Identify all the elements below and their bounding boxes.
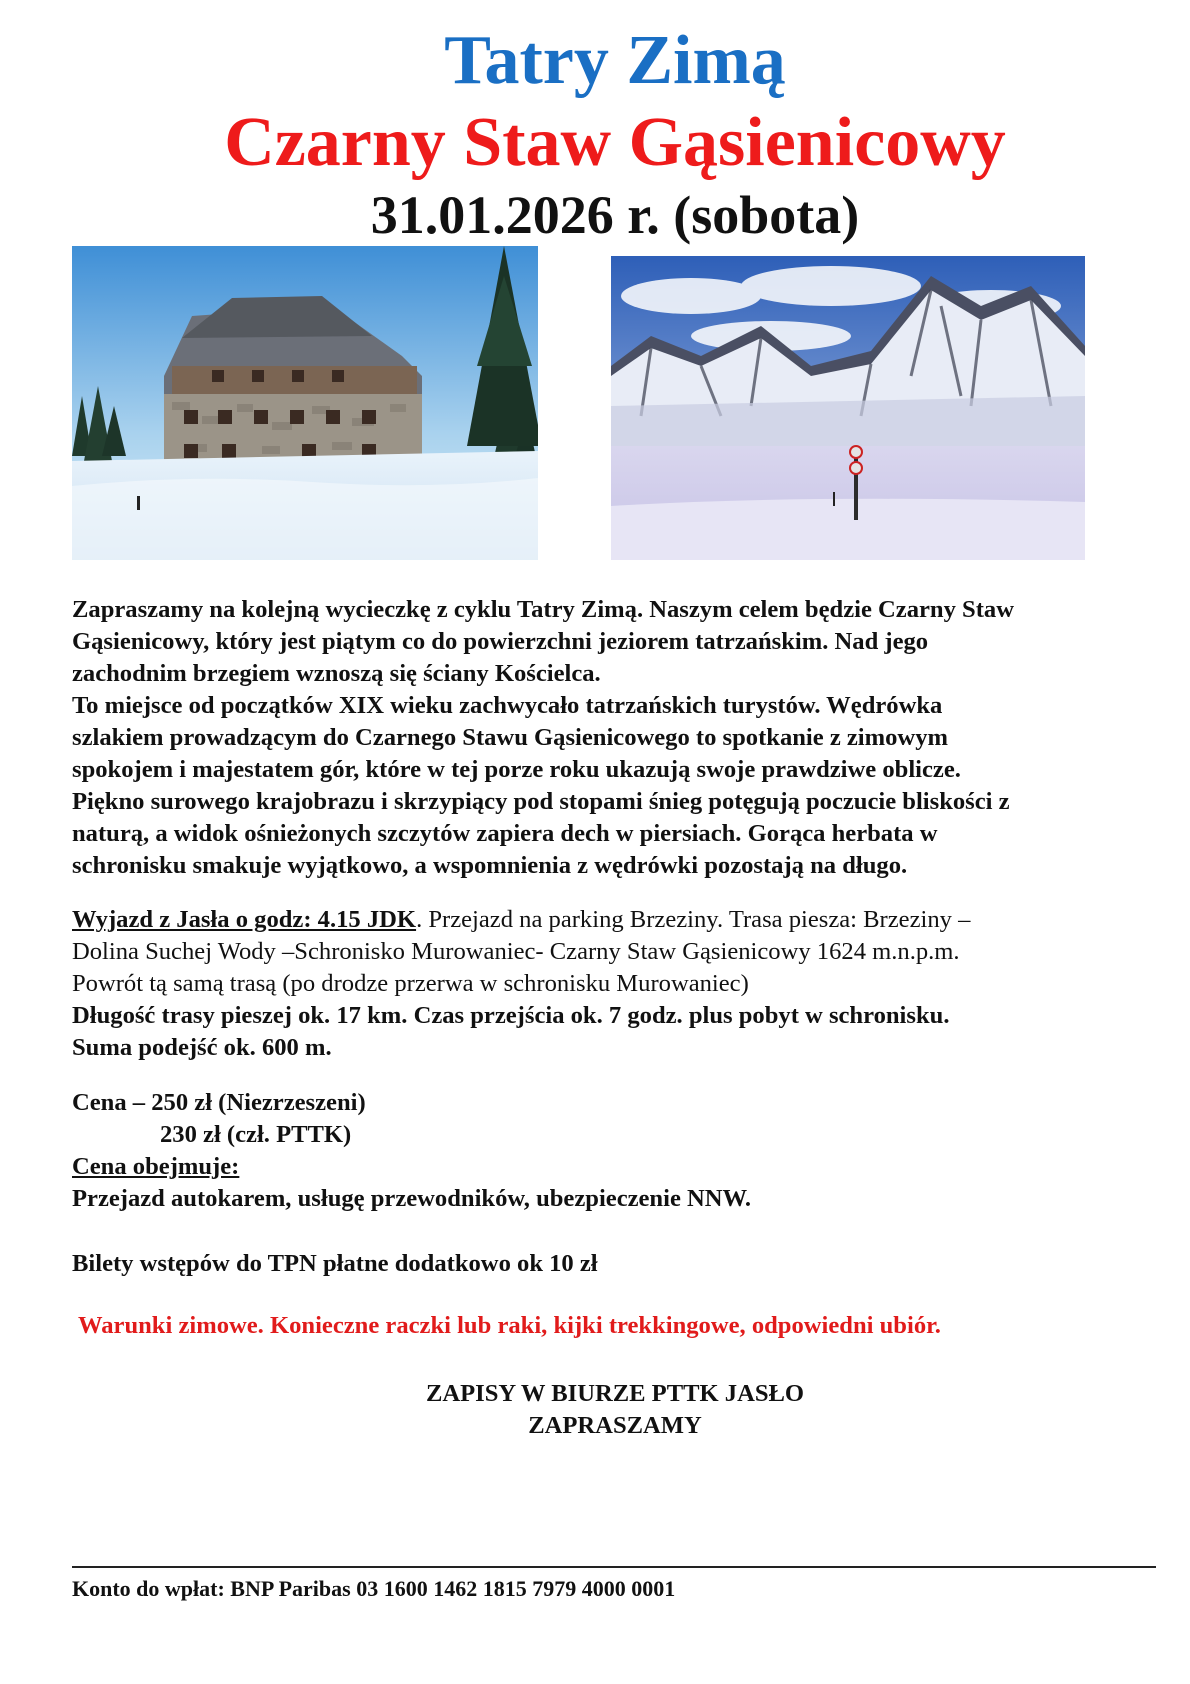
signup-note: ZAPISY W BIURZE PTTK JASŁO [425,1380,805,1407]
travel-line [72,904,1162,936]
price-regular: Cena – 250 zł (Niezrzeszeni) [72,1089,366,1116]
intro-line: naturą, a widok ośnieżonych szczytów zapiera dech w piersiach. Gorąca herbata w [72,820,938,847]
poster-title: Tatry Zimą [444,22,786,99]
intro-paragraph [72,594,1162,882]
intro-line: zachodnim brzegiem wznoszą się ściany Kościelca. [72,660,601,687]
footer-divider [72,1566,1156,1568]
intro-line: Zapraszamy na kolejną wycieczkę z cyklu Tatry Zimą. Naszym celem będzie Czarny Staw [72,596,1014,623]
chalet-photo [72,246,538,560]
winter-warning: Warunki zimowe. Konieczne raczki lub raki, kijki trekkingowe, odpowiedni ubiór. [78,1312,941,1339]
tpn-tickets-note: Bilety wstępów do TPN płatne dodatkowo ok 10 zł [72,1250,598,1277]
intro-line: Piękno surowego krajobrazu i skrzypiący pod stopami śnieg potęgują poczucie bliskości z [72,788,1010,815]
intro-line: spokojem i majestatem gór, które w tej porze roku ukazują swoje prawdziwe oblicze. [72,756,961,783]
ascent-line: Suma podejść ok. 600 m. [72,1034,332,1061]
intro-line: Gąsienicowy, który jest piątym co do powierzchni jeziorem tatrzańskim. Nad jego [72,628,929,655]
bank-account: Konto do wpłat: BNP Paribas 03 1600 1462 1815 7979 4000 0001 [72,1576,676,1601]
price-section [72,1087,1162,1215]
price-includes-text: Przejazd autokarem, usługę przewodników, ubezpieczenie NNW. [72,1185,752,1212]
frozen-lake-photo [611,256,1085,560]
price-includes-heading: Cena obejmuje: [72,1153,240,1180]
departure-time: Wyjazd z Jasła o godz: 4.15 JDK [72,906,417,933]
price-member: 230 zł (czł. PTTK) [160,1121,352,1148]
return-line: Powrót tą samą trasą (po drodze przerwa w schronisku Murowaniec) [72,970,749,997]
welcome-note: ZAPRASZAMY [528,1412,702,1439]
intro-line: schronisku smakuje wyjątkowo, a wspomnienia z wędrówki pozostają na długo. [72,852,908,879]
route-start: . Przejazd na parking Brzeziny. Trasa piesza: Brzeziny – [416,906,971,933]
route-line: Dolina Suchej Wody –Schronisko Murowaniec- Czarny Staw Gąsienicowy 1624 m.n.p.m. [72,938,960,965]
intro-line: szlakiem prowadzącym do Czarnego Stawu Gąsienicowego to spotkanie z zimowym [72,724,948,751]
travel-info [72,904,1162,1064]
intro-line: To miejsce od początków XIX wieku zachwycało tatrzańskich turystów. Wędrówka [72,692,943,719]
distance-line: Długość trasy pieszej ok. 17 km. Czas przejścia ok. 7 godz. plus pobyt w schronisku. [72,1002,950,1029]
poster-date: 31.01.2026 r. (sobota) [370,185,860,245]
poster-destination: Czarny Staw Gąsienicowy [224,104,1006,181]
